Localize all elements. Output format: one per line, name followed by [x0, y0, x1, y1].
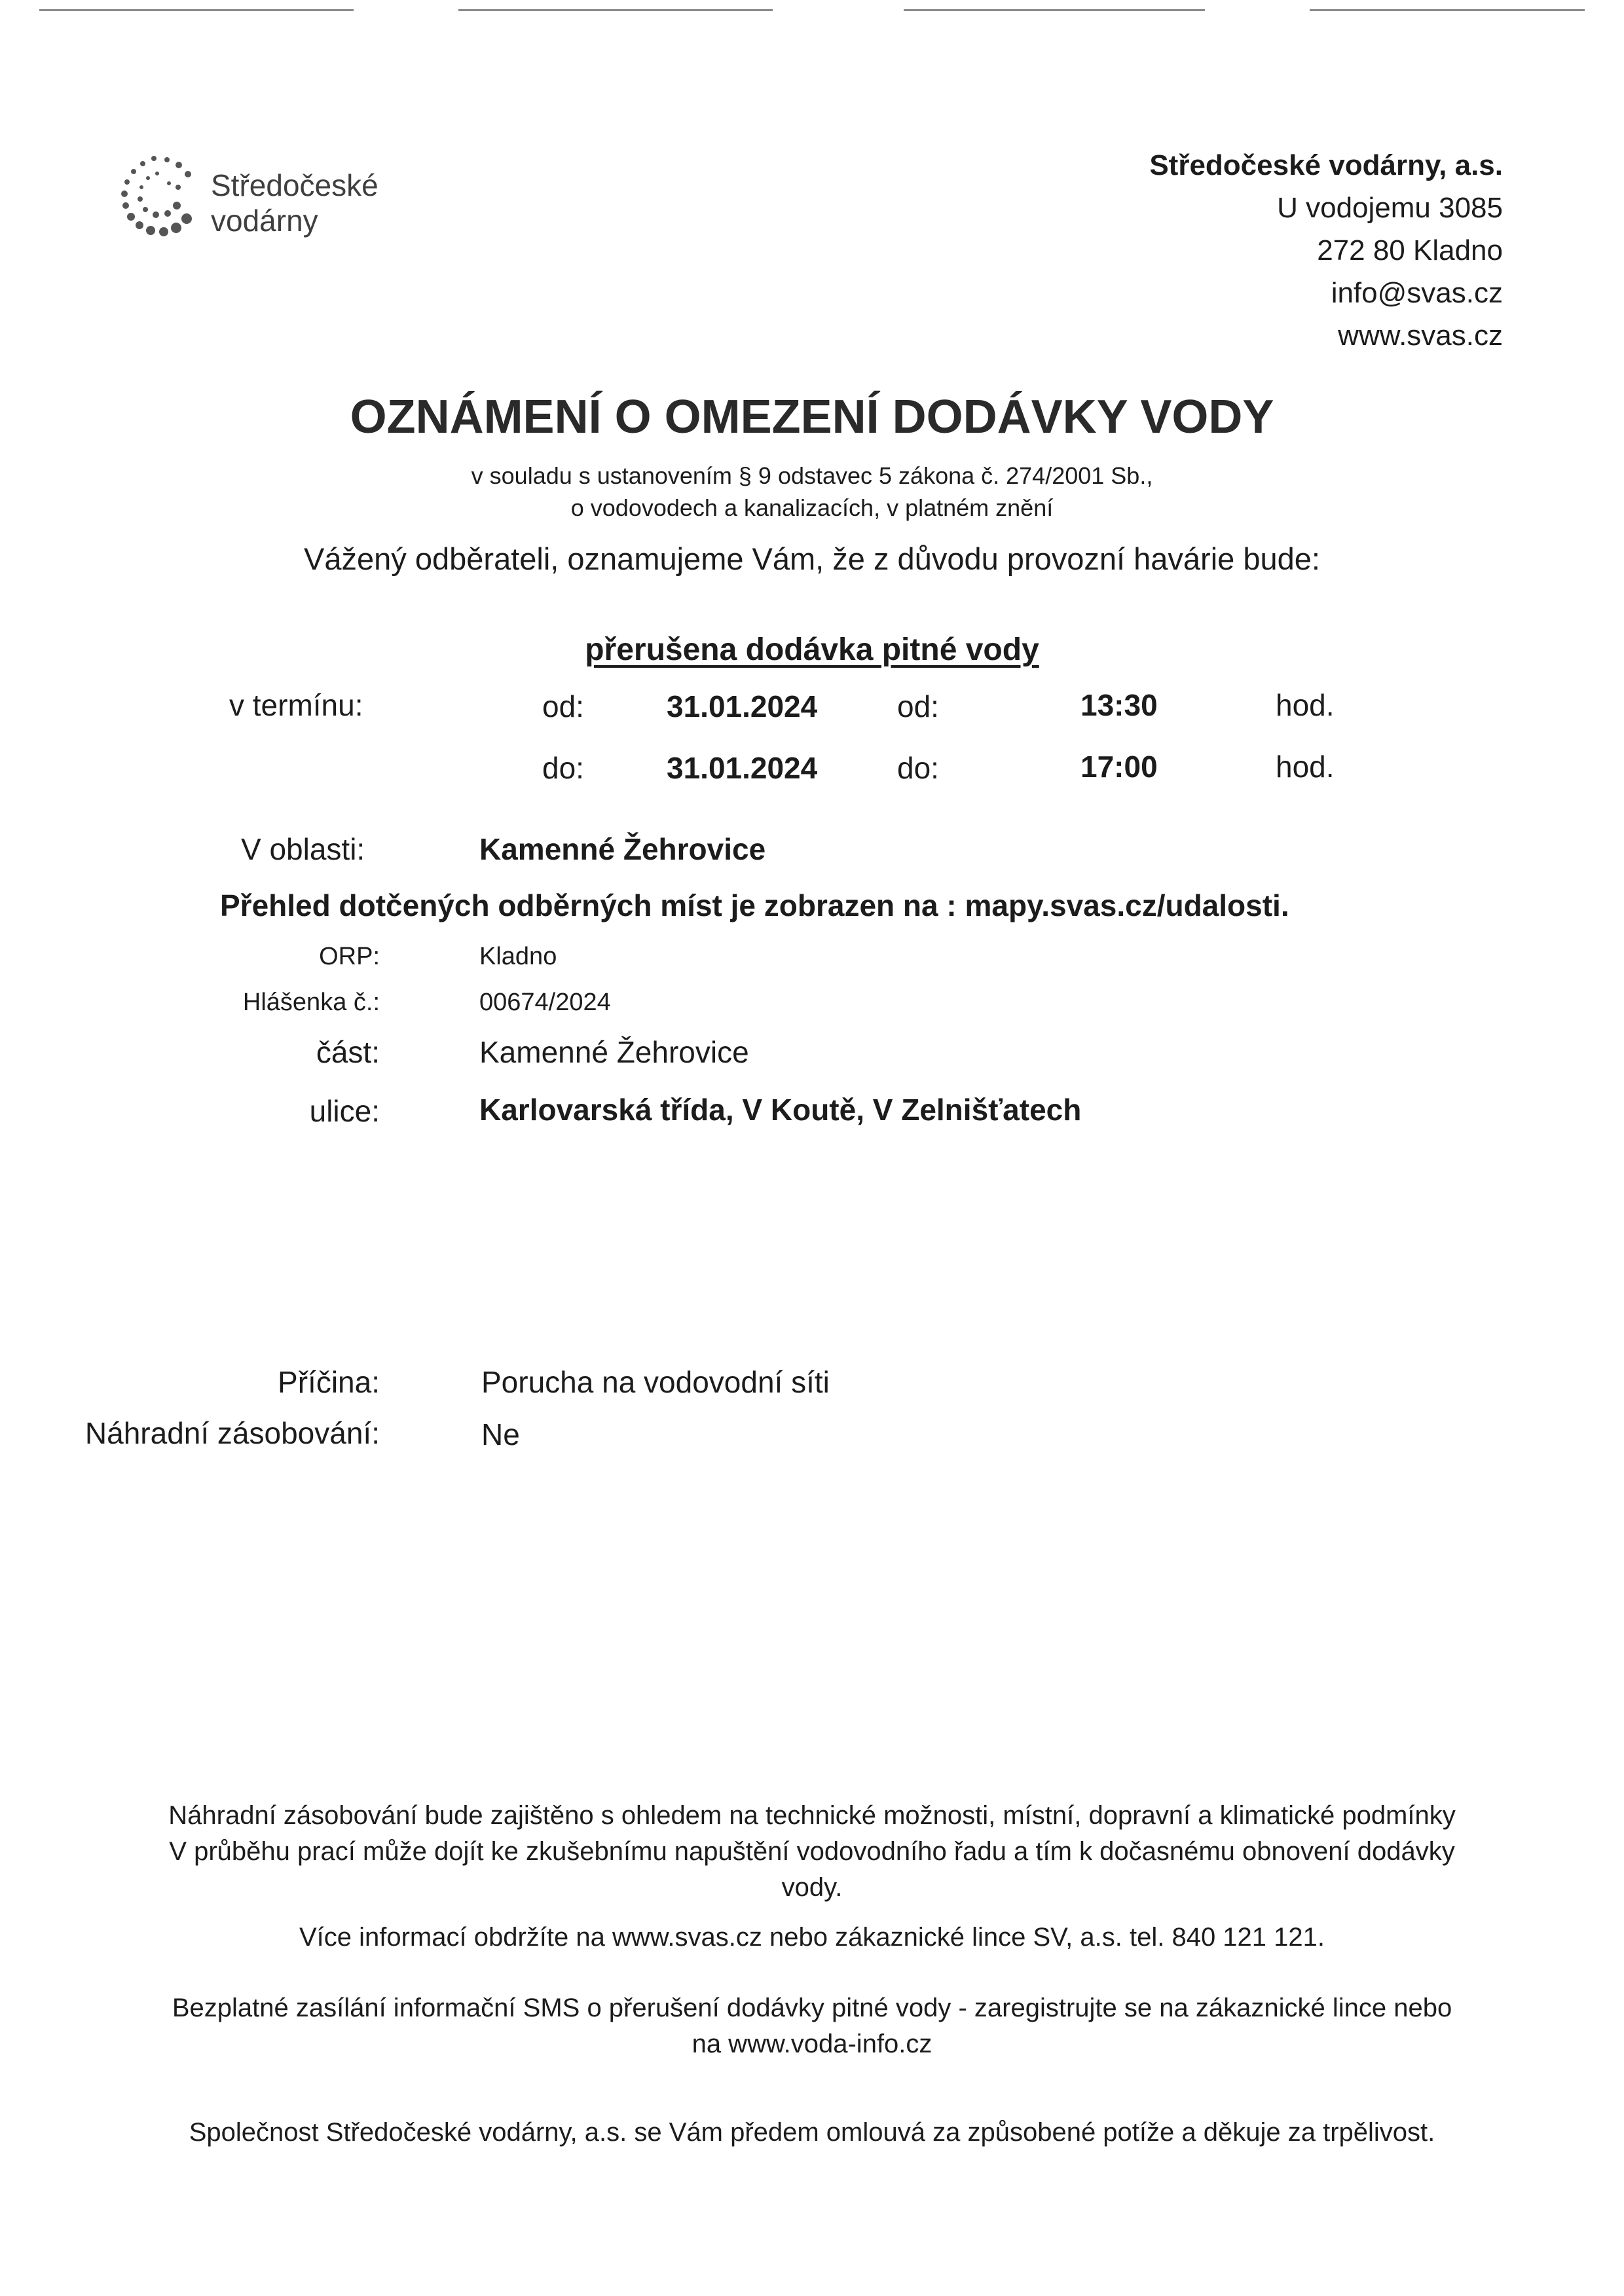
footer-note-1-line-1: Náhradní zásobování bude zajištěno s ohledem na technické možnosti, místní, dopravní a klimatické podmínky — [168, 1801, 1456, 1830]
overview-text: Přehled dotčených odběrných míst je zobrazen na : mapy.svas.cz/udalosti. — [220, 888, 1289, 922]
to-date: 31.01.2024 — [667, 751, 818, 785]
company-street: U vodojemu 3085 — [1277, 192, 1503, 224]
legal-line-2: o vodovodech a kanalizacích, v platném znění — [570, 494, 1054, 521]
company-address — [913, 144, 1503, 357]
footer-note-4: Společnost Středočeské vodárny, a.s. se Vám předem omlouvá za způsobené potíže a děkuje za trpělivost. — [189, 2118, 1435, 2147]
part-label: část: — [316, 1035, 380, 1069]
footer-note-1-line-2: V průběhu prací může dojít ke zkušebnímu napuštění vodovodního řadu a tím k dočasnému obnovení dodávky — [169, 1837, 1455, 1866]
area-label: V oblasti: — [241, 832, 365, 866]
streets-label: ulice: — [309, 1094, 380, 1128]
cause-value: Porucha na vodovodní síti — [481, 1365, 830, 1399]
cause-label: Příčina: — [278, 1365, 380, 1399]
logo-text — [211, 168, 378, 238]
from-time-label: od: — [897, 689, 939, 723]
status-text: přerušena dodávka pitné vody — [585, 632, 1039, 667]
to-unit: hod. — [1276, 750, 1335, 784]
scan-line — [904, 9, 1205, 11]
page-title: OZNÁMENÍ O OMEZENÍ DODÁVKY VODY — [350, 391, 1274, 443]
from-date: 31.01.2024 — [667, 689, 818, 723]
status-heading — [0, 632, 1624, 668]
from-unit: hod. — [1276, 688, 1335, 722]
to-label: do: — [542, 751, 584, 785]
company-city: 272 80 Kladno — [1317, 234, 1503, 266]
from-time: 13:30 — [1080, 688, 1158, 722]
footer-note-2: Více informací obdržíte na www.svas.cz nebo zákaznické lince SV, a.s. tel. 840 121 121. — [299, 1923, 1325, 1952]
logo-line-2: vodárny — [211, 204, 318, 238]
company-logo-icon — [92, 144, 223, 262]
part-value: Kamenné Žehrovice — [479, 1035, 749, 1069]
legal-line-1: v souladu s ustanovením § 9 odstavec 5 zákona č. 274/2001 Sb., — [471, 462, 1153, 489]
report-value: 00674/2024 — [479, 989, 611, 1016]
scan-line — [458, 9, 773, 11]
footer-note-1 — [39, 1798, 1585, 1906]
orp-value: Kladno — [479, 943, 557, 970]
company-email: info@svas.cz — [1331, 277, 1503, 309]
streets-value: Karlovarská třída, V Koutě, V Zelnišťatech — [479, 1093, 1082, 1127]
company-web: www.svas.cz — [1338, 319, 1503, 352]
footer-note-1-line-3: vody. — [781, 1873, 843, 1902]
footer-note-3 — [39, 1990, 1585, 2062]
orp-label: ORP: — [319, 943, 380, 970]
greeting: Vážený odběrateli, oznamujeme Vám, že z důvodu provozní havárie bude: — [304, 541, 1320, 576]
report-label: Hlášenka č.: — [242, 989, 380, 1016]
logo-line-1: Středočeské — [211, 168, 378, 202]
area-value: Kamenné Žehrovice — [479, 832, 766, 866]
footer-note-3-line-1: Bezplatné zasílání informační SMS o přerušení dodávky pitné vody - zaregistrujte se na zákaznické lince nebo — [172, 1994, 1452, 2022]
from-label: od: — [542, 689, 584, 723]
scan-line — [1310, 9, 1585, 11]
footer-note-3-line-2: na www.voda-info.cz — [692, 2030, 932, 2058]
to-time-label: do: — [897, 751, 939, 785]
substitute-value: Ne — [481, 1417, 520, 1451]
scan-line — [39, 9, 354, 11]
term-label: v termínu: — [229, 688, 363, 722]
company-name: Středočeské vodárny, a.s. — [1149, 149, 1503, 181]
to-time: 17:00 — [1080, 750, 1158, 784]
substitute-label: Náhradní zásobování: — [84, 1416, 380, 1450]
